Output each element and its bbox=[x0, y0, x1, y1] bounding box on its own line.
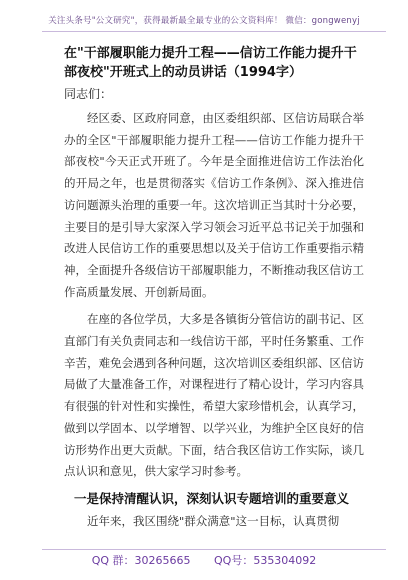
footer-contact bbox=[0, 552, 408, 568]
paragraph-3: 近年来，我区围绕"群众满意"这一目标，认真贯彻 bbox=[87, 513, 340, 528]
paragraph-2: 在座的各位学员，大多是各镇街分管信访的副书记、区直部门有关负责同志和一线信访干部，平时任务繁重、工作辛苦，难免会遇到各种问题，这次培训区委组织部、区信访局做了大量准备工作，对课程进行了精心设计，学习内容具有很强的针对性和实操性，希望大家珍惜机会，认真学习，做到以学固本、以学增智、以学兴业，为维护全区良好的信访形势作出更大贡献。下面，结合我区信访工作实际，谈几点认识和意见，供大家学习时参考。 bbox=[64, 312, 364, 479]
footer-qq-group: QQ 群：30265665 bbox=[91, 554, 191, 567]
document-title: 在"干部履职能力提升工程——信访工作能力提升干部夜校"开班式上的动员讲话（1994字） bbox=[64, 46, 357, 80]
salutation: 同志们： bbox=[64, 87, 113, 101]
header-divider bbox=[42, 31, 386, 32]
section-heading: 一是保持清醒认识，深刻认识专题培训的重要意义 bbox=[74, 490, 350, 506]
footer-qq-number: QQ号：535304092 bbox=[214, 554, 317, 567]
footer-divider bbox=[42, 549, 386, 550]
paragraph-1: 经区委、区政府同意，由区委组织部、区信访局联合举办的全区"干部履职能力提升工程——信访工作能力提升干部夜校"今天正式开班了。今年是全面推进信访工作法治化的开局之年，也是贯彻落实《信访工作条例》、深入推进信访问题源头治理的重要一年。这次培训正当其时十分必要，主要目的是引导大家深入学习领会习近平总书记关于加强和改进人民信访工作的重要思想以及关于信访工作重要指示精神，全面提升各级信访干部履职能力，不断推动我区信访工作高质量发展、开创新局面。 bbox=[64, 111, 364, 299]
document-body bbox=[64, 44, 364, 539]
header-banner: 关注头条号"公文研究"，获得最新最全最专业的公文资料库！ 微信：gongwenyj bbox=[48, 16, 360, 26]
